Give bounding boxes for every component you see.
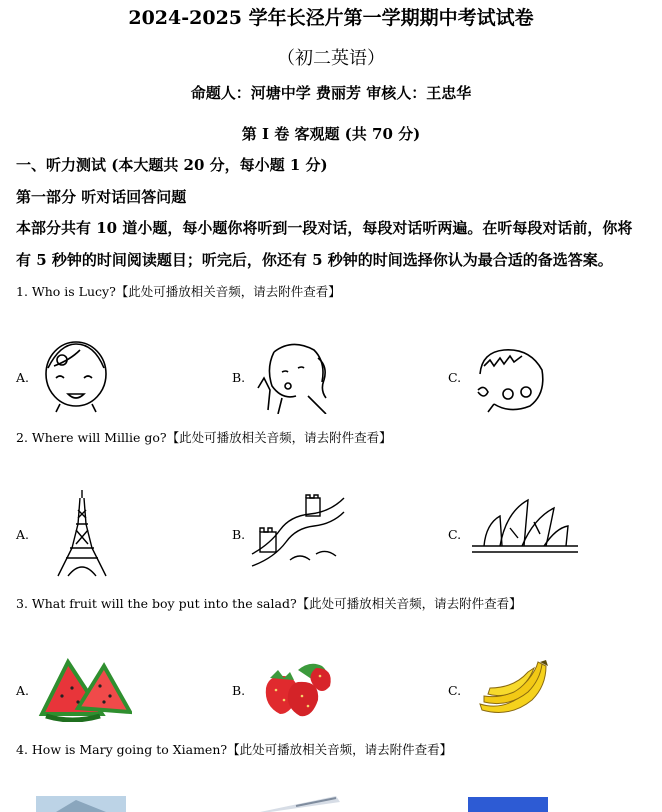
q2-option-a[interactable]: A.	[16, 527, 30, 542]
q1-option-b[interactable]: B.	[232, 370, 246, 385]
q2-option-b[interactable]: B.	[232, 527, 246, 542]
question-1: 1. Who is Lucy?【此处可播放相关音频，请去附件查看】	[16, 284, 341, 299]
boy-face-icon	[474, 344, 548, 414]
question-3: 3. What fruit will the boy put into the salad?【此处可播放相关音频，请去附件查看】	[16, 596, 522, 611]
watermelon-icon	[38, 656, 132, 722]
transport-photo-icon	[36, 796, 126, 812]
sydney-opera-house-icon	[470, 498, 580, 558]
transport-photo-icon	[256, 796, 340, 812]
q3-option-b[interactable]: B.	[232, 683, 246, 698]
instruction-line-2: 有 5 秒钟的时间阅读题目；听完后，你还有 5 秒钟的时间选择你认为最合适的备选答案。	[16, 251, 613, 269]
girl-face-icon	[40, 338, 112, 414]
q1-option-a[interactable]: A.	[16, 370, 30, 385]
exam-title: 2024-2025 学年长泾片第一学期期中考试试卷	[128, 7, 534, 29]
question-4: 4. How is Mary going to Xiamen?【此处可播放相关音频，请去附件查看】	[16, 742, 453, 757]
section-heading: 一、听力测试 (本大题共 20 分，每小题 1 分)	[16, 156, 328, 174]
exam-authors: 命题人：河塘中学 费丽芳 审核人：王忠华	[190, 84, 472, 102]
part-heading: 第 I 卷 客观题 (共 70 分)	[241, 125, 421, 143]
eiffel-tower-icon	[48, 490, 118, 578]
banana-icon	[476, 660, 552, 716]
great-wall-icon	[250, 494, 346, 572]
exam-subtitle: （初二英语）	[277, 48, 385, 69]
q2-option-c[interactable]: C.	[448, 527, 462, 542]
instruction-line-1: 本部分共有 10 道小题，每小题你将听到一段对话，每段对话听两遍。在听每段对话前，你将	[16, 219, 633, 237]
q3-option-a[interactable]: A.	[16, 683, 30, 698]
q3-option-c[interactable]: C.	[448, 683, 462, 698]
q1-option-c[interactable]: C.	[448, 370, 462, 385]
girl-thinking-icon	[252, 338, 332, 414]
strawberry-icon	[258, 656, 342, 720]
transport-photo-icon	[468, 797, 548, 812]
section-subheading: 第一部分 听对话回答问题	[16, 188, 187, 206]
question-2: 2. Where will Millie go?【此处可播放相关音频，请去附件查看】	[16, 430, 392, 445]
